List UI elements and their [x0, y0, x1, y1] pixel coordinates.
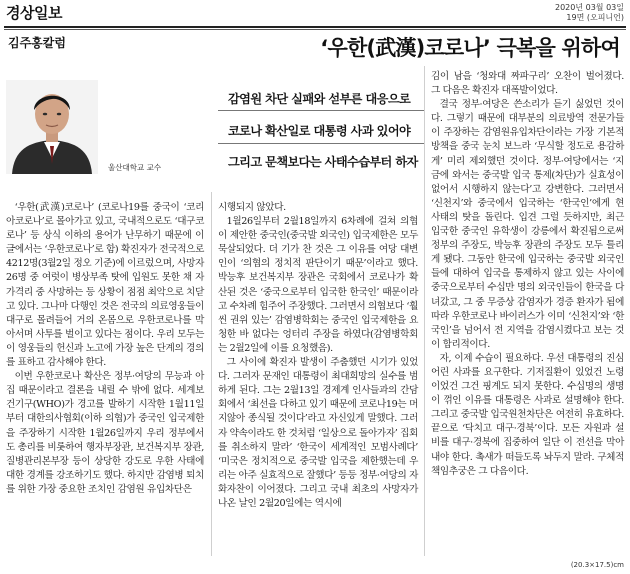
article-headline: ‘우한(武漢)코로나’ 극복을 위하여	[320, 36, 620, 60]
column-divider-2	[424, 66, 425, 556]
body-column-2	[218, 201, 418, 511]
subhead-3: 그리고 문책보다는 사태수습부터 하자	[228, 155, 418, 169]
paragraph: 자, 이제 수습이 필요하다. 우선 대통령의 진심어린 사과를 요구한다. 기저질환이 있었건 노령이었건 그건 핑계도 되지 못한다. 수십명의 생명이 꺾인 이유를 대통령은 사과로 설명해야 한다. 그리고 중국발 입국원천차단은 여전히 유효하다. 끝으로 ‘닥치고 대구·경북’이다. 모든 자원과 설비를 대구·경북에 집중하여 일단 이 전선을 막아내야 한다. 촉새가 떠들도록 놔두지 말라. 구체적 책임추궁은 그 다음이다.	[431, 352, 624, 477]
paragraph: 김이 남을 ‘청와대 짜파구리’ 오찬이 벌어졌다. 그 다음은 확진자 대폭발이었다.	[431, 71, 624, 97]
paragraph: 시행되지 않았다.	[218, 202, 286, 213]
issue-page: 19면 (오피니언)	[566, 13, 624, 22]
author-caption: 울산대학교 교수	[108, 163, 162, 172]
body-column-3	[431, 70, 624, 479]
paragraph: 1월26일부터 2월18일까지 6차례에 걸쳐 의협이 제안한 중국인(중국발 외국인) 입국제한은 모두 묵살되었다. 더 기가 찬 것은 그 이유를 여당 대변인이 ‘의협의 정치적 판단이기 때문’이라고 했다. 박능후 보건복지부 장관은 국회에서 코로나가 확산된 것은 ‘중국으로부터 입국한 한국인’ 때문이라고 수차례 힘주어 주장했다. 그러면서 의협보다 ‘훨씬 권위 있는’ 감염병학회는 중국인 입국제한을 요청한 바 없다는 엉터리 주장을 하였다(감염병학회는 2월2일에 이를 요청했음).	[218, 216, 418, 354]
subhead-2: 코로나 확산일로 대통령 사과 있어야	[228, 124, 411, 138]
author-photo	[6, 80, 98, 174]
issue-date-block	[500, 3, 624, 23]
size-note: (20.3×17.5)cm	[570, 561, 624, 569]
column-divider-1	[211, 192, 212, 556]
top-rule-thin	[4, 29, 626, 30]
subhead-rule-2	[218, 143, 424, 144]
issue-date: 2020년 03월 03일	[555, 3, 624, 12]
paragraph: 그 사이에 확진자 발생이 주춤했던 시기가 있었다. 그러자 문재인 대통령이 최대희망의 실수를 범하게 된다. 그는 2월13일 경제계 인사들과의 간담회에서 ‘최선을 다하고 있기 때문에 코로나19는 머지않아 종식될 것이다’라고 자신있게 말했다. 그러자 약속이라도 한 것처럼 ‘일상으로 돌아가자’ 집회를 취소하지 말라’ ‘한국이 세계적인 모범사례다’ ‘미국은 정치적으로 중국발 입국을 제한했는데 우리는 아주 실효적으로 잘했다’ 등등 정부·여당의 자화자찬이 이어졌다. 그리고 국내 최초의 사망자가 나온 날인 2월20일에는 역시에	[218, 357, 418, 509]
newspaper-masthead: 경상일보	[6, 4, 62, 22]
column-name: 김주홍칼럼	[8, 36, 66, 50]
paragraph: 결국 정부·여당은 쓴소리가 듣기 싫었던 것이다. 그렇기 때문에 대부분의 의료방역 전문가들이 주장하는 감염원유입차단이라는 가장 기본적 방책을 중국 눈치 보느라 ‘무식할 정도로 용감하게’ 미리 제외했던 것이다. 정부·여당에서는 ‘지금에 와서는 중국발 입국 통제(차단)가 실효성이 없어서 시행하지 않는다’고 강변한다. 그러면서 ‘신천지’와 중국에서 입국하는 ‘한국인’에게 현 사태의 탓을 돌린다. 입견 그럴 듯하지만, 최근 입국한 중국인 유학생이 강릉에서 확진됨으로써 정부의 주장도, 박능후 장관의 주장도 모두 틀리게 됐다. 그동안 한국에 입국하는 중국발 외국인들에 대하여 입국을 통제하지 않고 있는 사이에 중국으로부터 수십만 명의 외국인들이 한국을 다녀갔고, 그 중 무증상 감염자가 경증 환자가 됨에 따라 우한코로나 바이러스가 이미 ‘신천지’와 ‘한국인’을 넘어서 전 지역을 감염시켰다고 보는 것이 합리적이다.	[431, 99, 624, 350]
author-portrait-image	[6, 80, 98, 174]
paragraph: ‘우한(武漢)코로나’ (코로나19를 중국이 ‘코리아코로나’로 몰아가고 있고, 국내적으로도 ‘대구코로나’ 등 상식 이하의 용어가 난무하기 때문에 이 글에서는 ‘우한코로나’로 함) 확진자가 전국적으로 4212명(3월2일 정오 기준)에 이르렀으며, 사망자 26명 중 여럿이 병상부족 탓에 입원도 못한 채 자가격리 중 사망하는 등 상황이 점점 최악으로 치닫고 있다. 그나마 다행인 것은 전국의 의료영웅들이 대구로 몰려들어 거의 온몸으로 우한코로나를 막아서며 사투를 벌이고 있다는 점이다. 우리 모두는 이 영웅들의 헌신과 노고에 가장 높은 단계의 경의를 표하고 감사해야 한다.	[6, 202, 204, 369]
subhead-rule-1	[218, 110, 424, 111]
subhead-1: 감염원 차단 실패와 섣부른 대응으로	[228, 92, 411, 106]
top-rule	[4, 26, 626, 28]
body-column-1	[6, 201, 204, 497]
paragraph: 이번 우한코로나 확산은 정부·여당의 무능과 아집 때문이라고 결론을 내릴 수 밖에 없다. 세계보건기구(WHO)가 경고를 발하기 시작한 1월11일부터 대한의사협회(이하 의협)가 중국인 입국제한을 주장하기 시작한 1월26일까지 우리 정부에서도 총리를 비롯하여 행자부장관, 보건복지부 장관, 질병관리본부장 등이 상당한 강도로 우한 사태에 대한 경계를 강조하기도 했다. 하지만 감염병 퇴치를 위한 가장 중요한 조치인 감염원 유입차단은	[6, 371, 204, 495]
